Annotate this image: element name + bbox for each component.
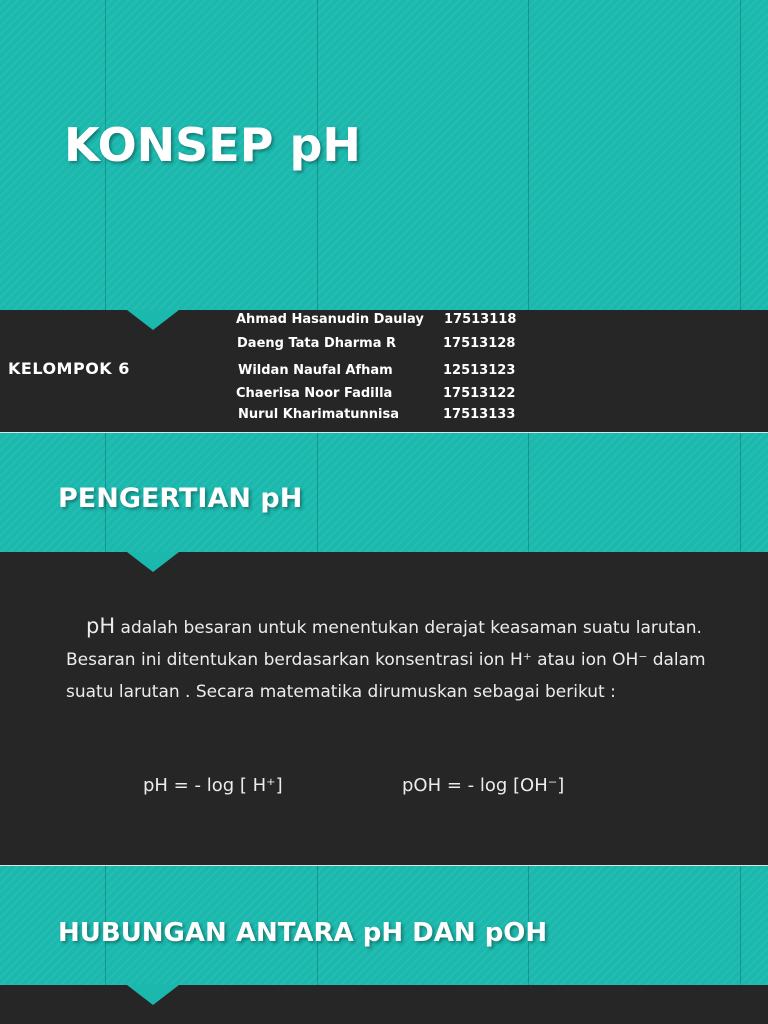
member-id: 17513118 xyxy=(444,312,517,327)
member-name: Wildan Naufal Afham xyxy=(238,363,393,378)
notch-decoration xyxy=(127,985,179,1005)
definition-text: adalah besaran untuk menentukan derajat keasaman suatu larutan. Besaran ini ditentukan berdasarkan konsentrasi ion H⁺ atau ion OH⁻ dalam suatu larutan . Secara matematika dirumuskan sebagai berikut : xyxy=(66,618,706,702)
slide2-title: PENGERTIAN pH xyxy=(58,483,303,514)
definition-paragraph xyxy=(66,610,706,708)
notch-decoration xyxy=(127,310,179,330)
formula-poh: pOH = - log [OH⁻] xyxy=(402,775,565,796)
slide2-header xyxy=(0,433,768,552)
notch-decoration xyxy=(127,552,179,572)
pattern-line xyxy=(740,866,741,985)
group-label: KELOMPOK 6 xyxy=(8,359,130,378)
ph-lead: pH xyxy=(86,614,116,638)
slide3-body xyxy=(0,985,768,1024)
member-id: 17513122 xyxy=(443,386,516,401)
slide1-header xyxy=(0,0,768,310)
member-name: Chaerisa Noor Fadilla xyxy=(236,386,393,401)
slide3-title: HUBUNGAN ANTARA pH DAN pOH xyxy=(58,918,548,948)
pattern-line xyxy=(528,0,529,310)
slide3-header xyxy=(0,866,768,985)
pattern-line xyxy=(740,0,741,310)
slide1-members-band xyxy=(0,310,768,432)
formula-ph: pH = - log [ H⁺] xyxy=(143,775,283,796)
pattern-line xyxy=(528,433,529,552)
member-name: Daeng Tata Dharma R xyxy=(237,336,397,351)
slide2-body xyxy=(0,552,768,865)
pattern-line xyxy=(740,433,741,552)
slide1-title: KONSEP pH xyxy=(64,118,361,172)
pattern-line xyxy=(317,433,318,552)
member-name: Nurul Kharimatunnisa xyxy=(238,407,400,422)
member-id: 17513128 xyxy=(443,336,516,351)
member-id: 12513123 xyxy=(443,363,516,378)
member-name: Ahmad Hasanudin Daulay xyxy=(236,312,424,327)
member-id: 17513133 xyxy=(443,407,516,422)
